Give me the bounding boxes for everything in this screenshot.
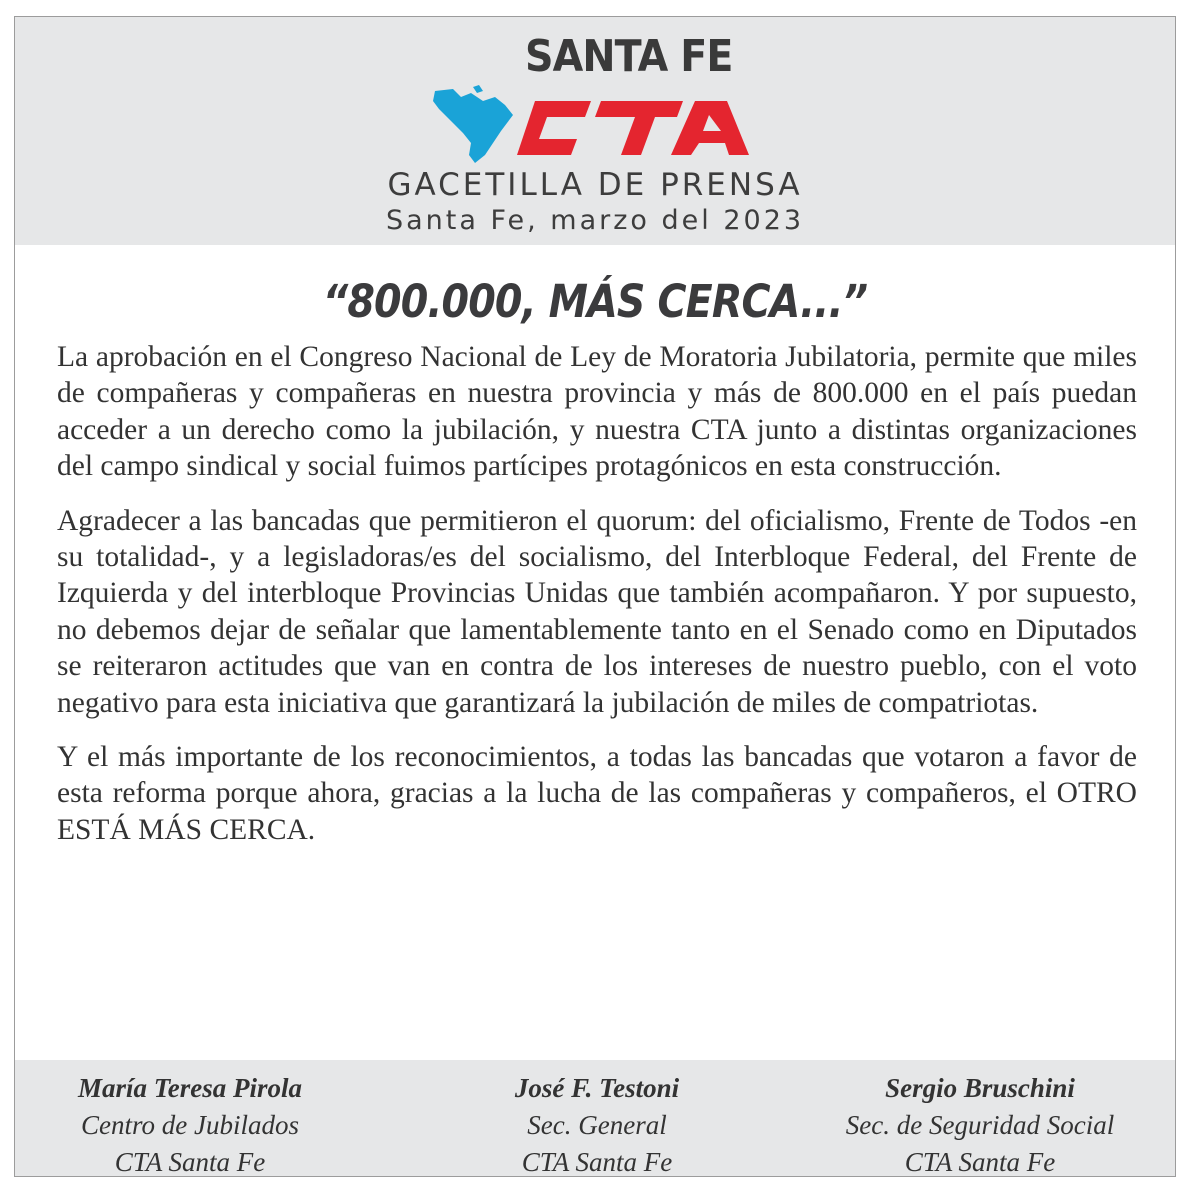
signature-role: Sec. General: [527, 1110, 667, 1140]
signature-testoni: [407, 1070, 787, 1181]
headline: “800.000, MÁS CERCA...”: [322, 275, 868, 328]
paragraph-1: La aprobación en el Congreso Nacional de Ley de Moratoria Jubilatoria, permite que miles de compañeras y compañeras en nuestra provincia y más de 800.000 en el país puedan acceder a un derecho como la jubilación, y nuestra CTA junto a distintas organizaciones del campo sindical y social fuimos partícipes protagónicos en esta construcción.: [57, 341, 1137, 483]
logo-mark: [413, 31, 773, 176]
signature-pirola: [0, 1070, 380, 1181]
signature-org: CTA Santa Fe: [521, 1147, 673, 1177]
cta-letters: [517, 101, 749, 155]
map-icon: [433, 85, 513, 163]
logo-top-text: SANTA FE: [525, 31, 733, 82]
paragraph-2: Agradecer a las bancadas que permitieron el quorum: del oficialismo, Frente de Todos -en su totalidad-, y a legisladoras/es del socialismo, del Interbloque Federal, del Frente de Izquierda y del interbloque Provincias Unidas que también acompañaron. Y por supuesto, no debemos dejar de señalar que lamentablemente tanto en el Senado como en Diputados se reiteraron actitudes que van en contra de los intereses de nuestro pueblo, con el voto negativo para esta iniciativa que garantizará la jubilación de miles de compatriotas.: [57, 504, 1137, 719]
gacetilla-heading: GACETILLA DE PRENSA: [387, 167, 803, 203]
date-line: Santa Fe, marzo del 2023: [385, 205, 805, 236]
cta-santa-fe-logo: [413, 31, 773, 176]
signatures-band: [15, 1060, 1175, 1176]
signature-role: Sec. de Seguridad Social: [845, 1110, 1115, 1140]
signature-bruschini: [790, 1070, 1170, 1181]
signature-org: CTA Santa Fe: [904, 1147, 1056, 1177]
signature-role: Centro de Jubilados: [81, 1110, 299, 1140]
header-band: [15, 17, 1175, 245]
paragraph-3: Y el más importante de los reconocimientos, a todas las bancadas que votaron a favor de esta reforma porque ahora, gracias a la lucha de las compañeras y compañeros, el OTRO ESTÁ MÁS CERCA.: [57, 741, 1137, 846]
signature-name: José F. Testoni: [514, 1073, 680, 1103]
signature-name: Sergio Bruschini: [885, 1073, 1075, 1103]
signature-name: María Teresa Pirola: [77, 1073, 302, 1103]
signature-org: CTA Santa Fe: [114, 1147, 266, 1177]
press-release: [14, 16, 1176, 1177]
body-text: [57, 339, 1137, 866]
